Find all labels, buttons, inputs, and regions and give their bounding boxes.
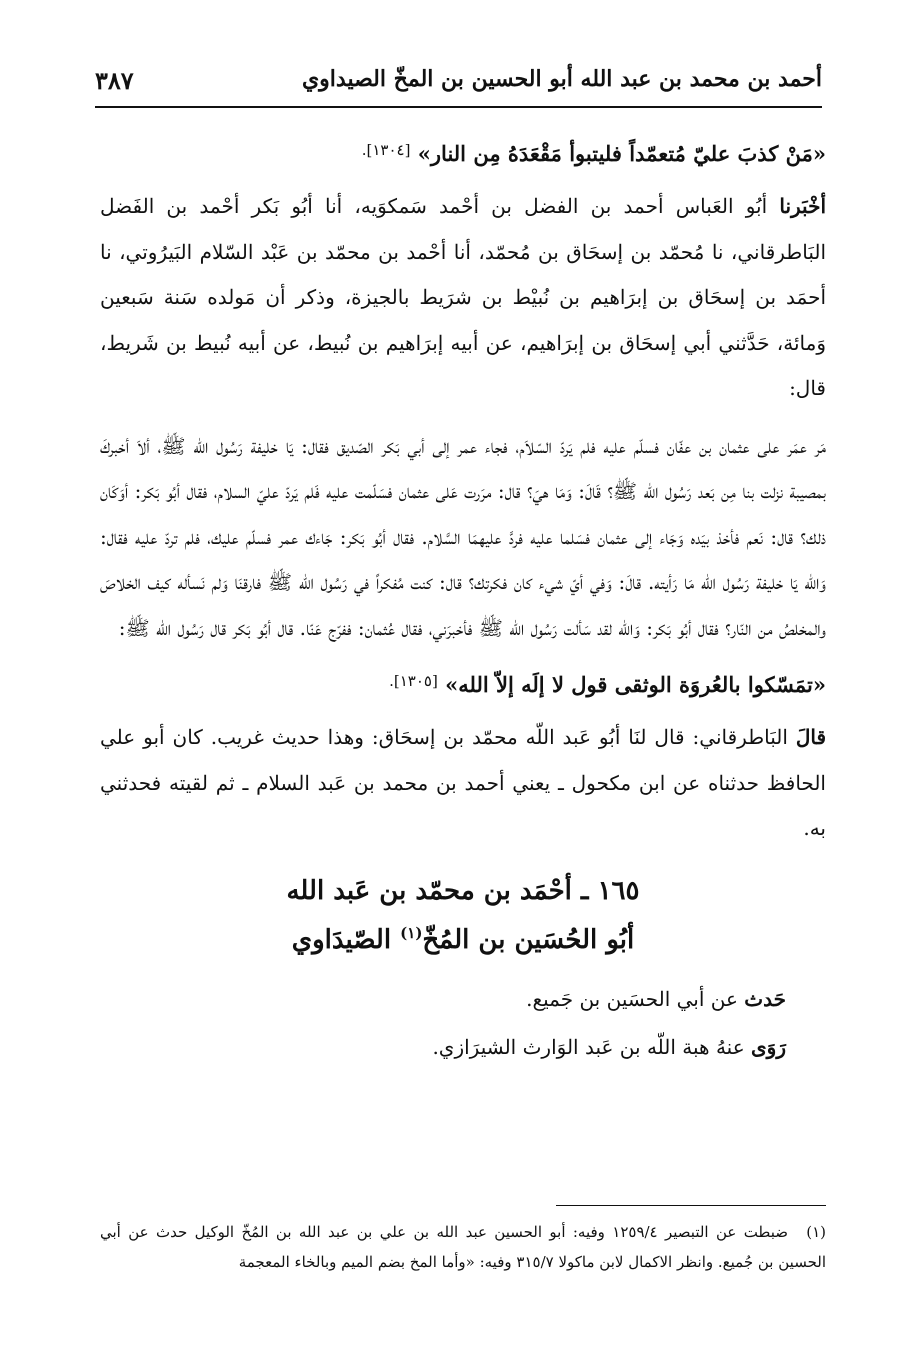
- footnote-separator: [556, 1205, 826, 1206]
- comment-paragraph: [100, 715, 826, 852]
- footnote: [100, 1217, 826, 1277]
- main-text: [100, 130, 826, 1071]
- hadith-quote-2: [100, 661, 826, 705]
- entry-heading: [100, 870, 826, 961]
- entry-hadath-line: [100, 975, 826, 1023]
- entry-name-part: أبُو الحُسَين بن المُخّ: [422, 924, 635, 955]
- hadith-ref: [١٣٠٤].: [361, 141, 411, 159]
- isnad-text: أبُو العَباس أحمد بن الفضل بن أحْمد سَمكوَيه، أنا أبُو بَكر أحْمد بن الفَضل البَاطرقاني، نا مُحمّد بن إسحَاق بن مُحمّد، أنا أحْمد بن محمّد بن عَبْد السّلام البَيرُوتي، نا أحمَد بن إسحَاق بن إبرَاهيم بن نُبيْط بن شرَيط بالجيزة، وذكر أن مَولده سَنة سَبعين وَمائة، حَدَّثني أبي إسحَاق بن إبرَاهيم، عن أبيه إبرَاهيم بن نُبيط، عن أبيه نُبيط بن شَريط، قال:: [100, 194, 827, 400]
- entry-heading-line1: ١٦٥ ـ أحْمَد بن محمّد بن عَبد الله: [286, 875, 640, 906]
- footnote-number: (١): [806, 1223, 827, 1241]
- hadith-ref: [١٣٠٥].: [389, 672, 438, 690]
- running-title: أحمد بن محمد بن عبد الله أبو الحسين بن المخّ الصيداوي: [301, 66, 822, 92]
- hadath-text: عن أبي الحسَين بن جَميع.: [526, 986, 745, 1011]
- entry-rawa-line: [100, 1023, 826, 1071]
- hadith-quote-1: [100, 130, 826, 174]
- page-header: [95, 62, 822, 108]
- story-paragraph: مَر عمَر على عثمان بن عفّان فسلّم عليه فلم يَردّ السّلاَم، فجاء عمر إلى أبي بَكر الصّديق فقال: يَا خليفة رَسُول الله ﷺ، ألاَ أخبركَ بمصيبة نزلت بنا مِن بَعد رَسُول الله ﷺ؟ قَالَ: وَمَا هيَ؟ قال: مرَرت عَلى عثمان فسَلّمت عليه فَلم يَردّ عليّ السلام، فقال أبُو بَكر: أوَكَان ذلك؟ قال: نَعم فأخذ بيَده وَجَاء إلى عثمان فسَلما عليه فردَّ عليهمَا السَّلام. فقال أبُو بَكر: جَاءك عمر فسلّم عليك، فلم تردّ عليه فقال: وَالله يَا خليفة رَسُول الله مَا رَأيته. قالَ: وَفي أيّ شيء كان فكرتك؟ قال: كنت مُفكراً في رَسُول الله ﷺ فارقنَا وَلم نَسأله كيف الخلاصَ والمخلصُ من النّار؟ فقال أبُو بَكر: وَالله لقد سَألت رَسُول الله ﷺ فأخبرَني، فقال عُثمان: ففرّج عَنّا. قال أبُو بَكر قال رَسُول الله ﷺ:: [100, 433, 826, 640]
- hadath-lead: حَدث: [744, 986, 786, 1011]
- isnad-paragraph: [100, 184, 826, 412]
- hadith-text: «تمَسّكوا بالعُروَة الوثقى قول لا إلَه إلاّ الله»: [445, 672, 826, 697]
- footnote-text: ضبطت عن التبصير ١٢٥٩/٤ وفيه: أبو الحسين عبد الله بن علي بن عبد الله بن المُخّ الوكيل حدث عن أبي الحسين بن جُميع. وانظر الاكمال لابن ماكولا ٣١٥/٧ وفيه: «وأما المخ بضم الميم وبالخاء المعجمة: [100, 1223, 826, 1271]
- rawa-text: عنهُ هبة اللّه بن عَبد الوَارث الشيرَازي.: [432, 1034, 752, 1059]
- footnote-marker: (١): [400, 923, 423, 942]
- isnad-lead: أخْبَرنا: [779, 194, 826, 218]
- comment-text: البَاطرقاني: قال لنَا أبُو عَبد اللّه محمّد بن إسحَاق: وهذا حديث غريب. كان أبو علي الحافظ حدثناه عن ابن مكحول ـ يعني أحمد بن محمد بن عَبد السلام ـ ثم لقيته فحدثني به.: [100, 725, 826, 840]
- rawa-lead: رَوَى: [751, 1034, 786, 1059]
- page-number: ٣٨٧: [95, 66, 134, 95]
- hadith-text: «مَنْ كذبَ عليّ مُتعمّداً فليتبوأ مَقْعَدَهُ مِن النار»: [417, 141, 826, 166]
- comment-lead: قالَ: [795, 725, 826, 749]
- entry-name-part: الصّيدَاوي: [291, 924, 401, 955]
- entry-heading-line2: [100, 912, 826, 961]
